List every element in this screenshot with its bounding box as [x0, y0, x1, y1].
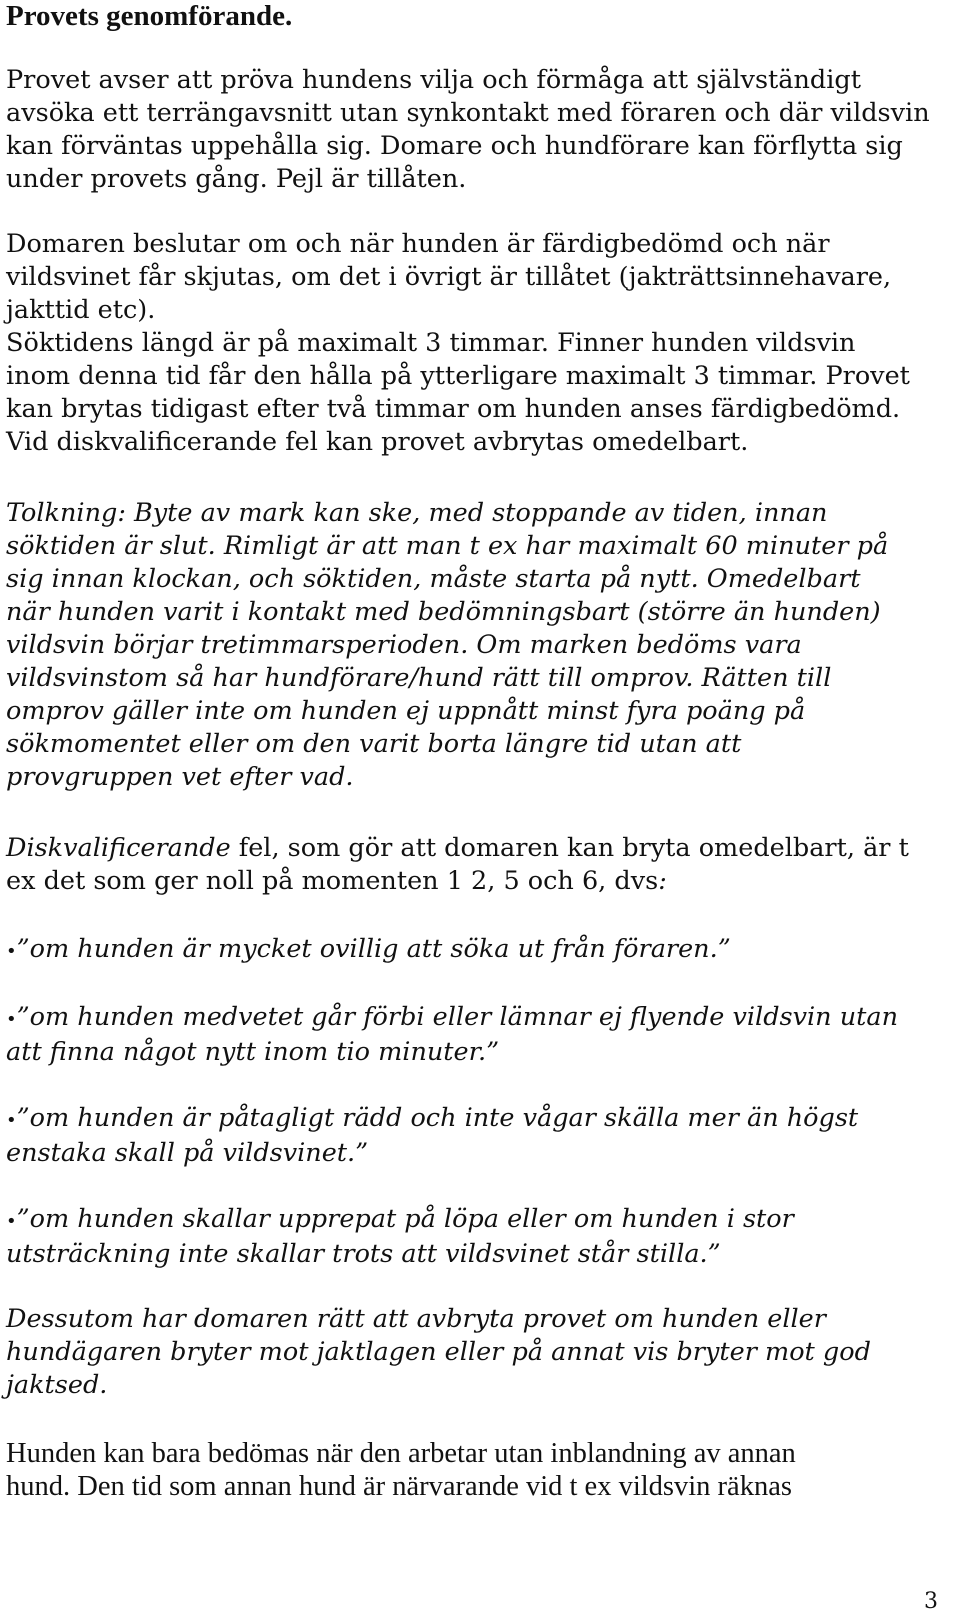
text-line: Vid diskvalificerande fel kan provet avbrytas omedelbart. [6, 427, 749, 457]
paragraph-purpose [6, 64, 946, 196]
text-line: under provets gång. Pejl är tillåten. [6, 164, 467, 194]
text-line: kan förväntas uppehålla sig. Domare och hundförare kan förflytta sig [6, 131, 903, 161]
bullet-icon: • [6, 1110, 17, 1131]
text-run: ex det som ger noll på momenten 1 2, 5 och 6, dvs [6, 866, 659, 896]
text-line [6, 933, 946, 968]
text-line: Domaren beslutar om och när hunden är färdigbedömd och när [6, 229, 830, 259]
paragraph-disqualifying [6, 832, 946, 898]
text-line: enstaka skall på vildsvinet.” [6, 1138, 369, 1168]
page-number: 3 [924, 1589, 938, 1614]
text-line: Dessutom har domaren rätt att avbryta provet om hunden eller [6, 1304, 826, 1334]
bullet-item [6, 933, 946, 968]
text-line: utsträckning inte skallar trots att vildsvinet står stilla.” [6, 1239, 721, 1269]
text-run: ”om hunden medvetet går förbi eller lämnar ej flyende vildsvin utan [16, 1002, 898, 1032]
emphasis-word: Diskvalificerande [6, 833, 231, 863]
text-line: söktiden är slut. Rimligt är att man t ex har maximalt 60 minuter på [6, 531, 889, 561]
bullet-icon: • [6, 1211, 17, 1232]
text-line: när hunden varit i kontakt med bedömningsbart (större än hunden) [6, 597, 881, 627]
text-line: jaktsed. [6, 1370, 108, 1400]
text-line [6, 1001, 946, 1036]
text-line: hund. Den tid som annan hund är närvarande vid t ex vildsvin räknas [6, 1471, 792, 1502]
text-line: vildsvinstom så har hundförare/hund rätt till omprov. Rätten till [6, 663, 832, 693]
text-run: ”om hunden är påtagligt rädd och inte vågar skälla mer än högst [16, 1103, 859, 1133]
text-line [6, 832, 946, 865]
paragraph-judge-rules [6, 228, 946, 459]
bullet-item [6, 1102, 946, 1170]
bullet-item [6, 1203, 946, 1271]
paragraph-additional [6, 1303, 946, 1402]
bullet-icon: • [6, 941, 17, 962]
text-line: att finna något nytt inom tio minuter.” [6, 1037, 500, 1067]
colon-mark: : [658, 866, 667, 896]
text-line: kan brytas tidigast efter två timmar om hunden anses färdigbedömd. [6, 394, 901, 424]
text-line: Provet avser att pröva hundens vilja och förmåga att självständigt [6, 65, 861, 95]
paragraph-interpretation [6, 497, 946, 794]
text-line: hundägaren bryter mot jaktlagen eller på annat vis bryter mot god [6, 1337, 871, 1367]
text-run: fel, som gör att domaren kan bryta omedelbart, är t [230, 833, 909, 863]
text-line: Tolkning: Byte av mark kan ske, med stoppande av tiden, innan [6, 498, 828, 528]
text-line [6, 865, 946, 898]
text-run: ”om hunden är mycket ovillig att söka ut från föraren.” [16, 934, 731, 964]
text-line [6, 1203, 946, 1238]
section-heading: Provets genomförande. [6, 0, 293, 32]
text-line [6, 1102, 946, 1137]
text-line: Söktidens längd är på maximalt 3 timmar. Finner hunden vildsvin [6, 328, 856, 358]
text-line: jakttid etc). [6, 295, 156, 325]
text-line: inom denna tid får den hålla på ytterligare maximalt 3 timmar. Provet [6, 361, 910, 391]
text-run: ”om hunden skallar upprepat på löpa eller om hunden i stor [16, 1204, 794, 1234]
bullet-item [6, 1001, 946, 1069]
text-line: vildsvinet får skjutas, om det i övrigt är tillåtet (jakträttsinnehavare, [6, 262, 892, 292]
text-line: sökmomentet eller om den varit borta längre tid utan att [6, 729, 742, 759]
text-line: provgruppen vet efter vad. [6, 762, 354, 792]
text-line: omprov gäller inte om hunden ej uppnått minst fyra poäng på [6, 696, 806, 726]
paragraph-final [6, 1437, 946, 1503]
text-line: vildsvin börjar tretimmarsperioden. Om marken bedöms vara [6, 630, 802, 660]
text-line: sig innan klockan, och söktiden, måste starta på nytt. Omedelbart [6, 564, 861, 594]
text-line: avsöka ett terrängavsnitt utan synkontakt med föraren och där vildsvin [6, 98, 930, 128]
text-line: Hunden kan bara bedömas när den arbetar utan inblandning av annan [6, 1438, 796, 1469]
bullet-icon: • [6, 1009, 17, 1030]
